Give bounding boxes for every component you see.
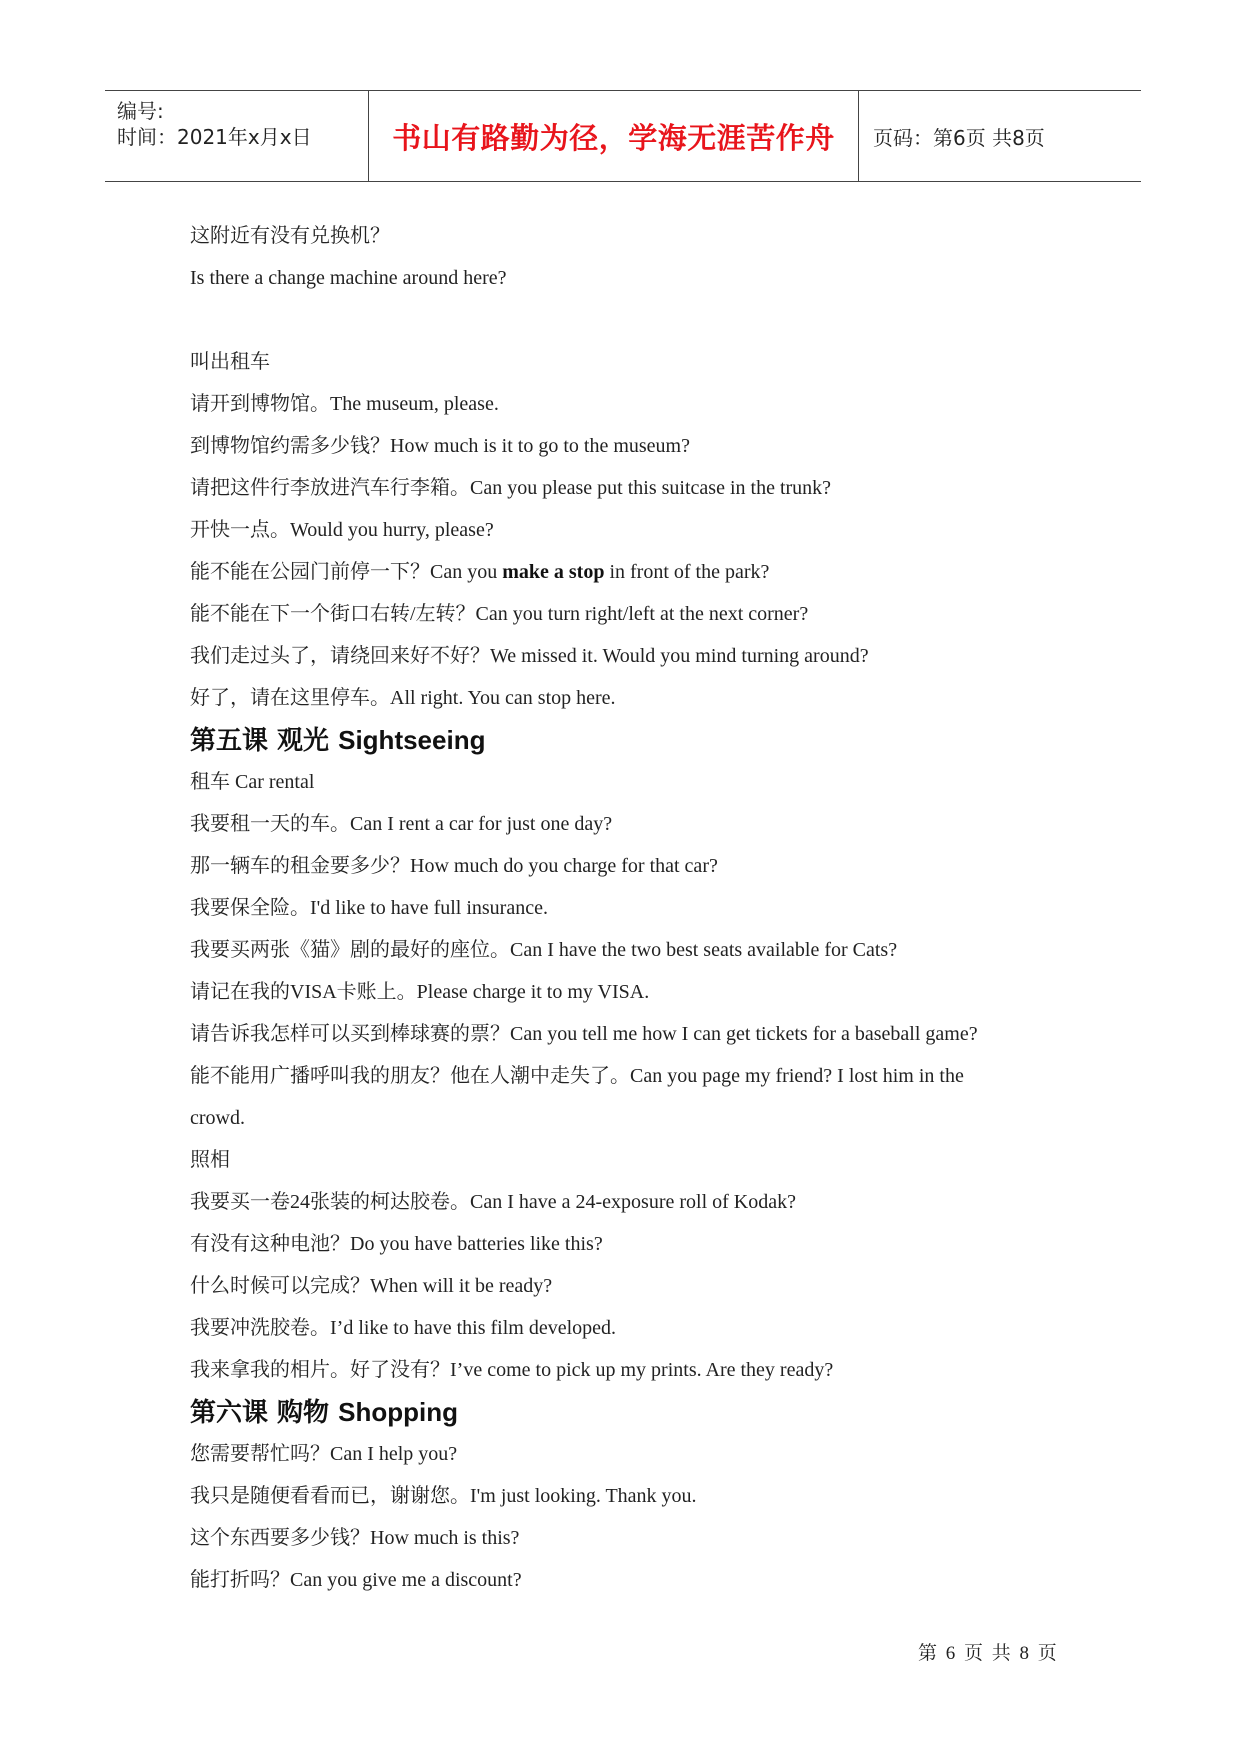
document-body: [190, 215, 1070, 1601]
text-line: 能不能在下一个街口右转/左转？Can you turn right/left at the next corner?: [190, 603, 809, 625]
text-line: 您需要帮忙吗？Can I help you?: [190, 1443, 458, 1465]
lesson-6-title-cn: 第六课 购物: [190, 1398, 339, 1428]
lesson-5-title-cn: 第五课 观光: [190, 726, 339, 756]
text-segment: 能不能在公园门前停一下？Can you: [190, 561, 503, 583]
text-line: 那一辆车的租金要多少？How much do you charge for that car?: [190, 855, 718, 877]
page-footer: 第 6 页 共 8 页: [918, 1643, 1057, 1664]
text-segment: in front of the park?: [604, 561, 770, 583]
text-line: 我要保全险。I'd like to have full insurance.: [190, 897, 548, 919]
header-motto-cell: [369, 91, 859, 181]
text-line: 请把这件行李放进汽车行李箱。Can you please put this suitcase in the trunk?: [190, 477, 832, 499]
blank-line: [190, 299, 1070, 341]
text-line: 好了，请在这里停车。All right. You can stop here.: [190, 687, 616, 709]
text-line: Is there a change machine around here?: [190, 267, 507, 289]
text-line: 我要买一卷24张装的柯达胶卷。Can I have a 24-exposure roll of Kodak?: [190, 1191, 796, 1213]
text-line: 我要冲洗胶卷。I’d like to have this film developed.: [190, 1317, 617, 1339]
text-line: 我要买两张《猫》剧的最好的座位。Can I have the two best seats available for Cats?: [190, 939, 898, 961]
lesson-5-heading: [190, 719, 1070, 761]
subheading-car-rental: 租车 Car rental: [190, 771, 315, 793]
text-line: 我们走过头了，请绕回来好不好？We missed it. Would you mind turning around?: [190, 645, 869, 667]
text-line: 请开到博物馆。The museum, please.: [190, 393, 499, 415]
number-label: 编号:: [117, 99, 164, 123]
text-line: 我只是随便看看而已，谢谢您。I'm just looking. Thank you.: [190, 1485, 697, 1507]
text-line: 有没有这种电池？Do you have batteries like this?: [190, 1233, 603, 1255]
date-label: 时间：2021年x月x日: [117, 125, 312, 149]
text-line: 请记在我的VISA卡账上。Please charge it to my VISA.: [190, 981, 650, 1003]
page-info: 页码：第6页 共8页: [873, 125, 1045, 150]
page-header: [105, 90, 1141, 182]
text-line: 我要租一天的车。Can I rent a car for just one day?: [190, 813, 613, 835]
text-line: 开快一点。Would you hurry, please?: [190, 519, 494, 541]
lesson-6-heading: [190, 1391, 1070, 1433]
subheading-photo: 照相: [190, 1149, 230, 1171]
text-line: 我来拿我的相片。好了没有？I’ve come to pick up my prints. Are they ready?: [190, 1359, 834, 1381]
lesson-6-title-en: Shopping: [338, 1397, 458, 1427]
text-line: 这个东西要多少钱？How much is this?: [190, 1527, 520, 1549]
lesson-5-title-en: Sightseeing: [338, 725, 486, 755]
text-line: 能不能用广播呼叫我的朋友？他在人潮中走失了。Can you page my friend? I lost him in the: [190, 1065, 964, 1087]
motto: 书山有路勤为径，学海无涯苦作舟: [392, 120, 835, 155]
text-line: crowd.: [190, 1107, 245, 1129]
bold-phrase: make a stop: [502, 561, 605, 583]
text-line: 这附近有没有兑换机？: [190, 225, 390, 247]
subheading-taxi: 叫出租车: [190, 351, 270, 373]
text-line: 什么时候可以完成？When will it be ready?: [190, 1275, 553, 1297]
header-page-info-cell: [859, 91, 1141, 181]
text-line: 到博物馆约需多少钱？How much is it to go to the museum?: [190, 435, 690, 457]
header-meta: [105, 91, 369, 181]
text-line: 能打折吗？Can you give me a discount?: [190, 1569, 522, 1591]
text-line: [190, 551, 1070, 593]
text-line: 请告诉我怎样可以买到棒球赛的票？Can you tell me how I can get tickets for a baseball game?: [190, 1023, 978, 1045]
